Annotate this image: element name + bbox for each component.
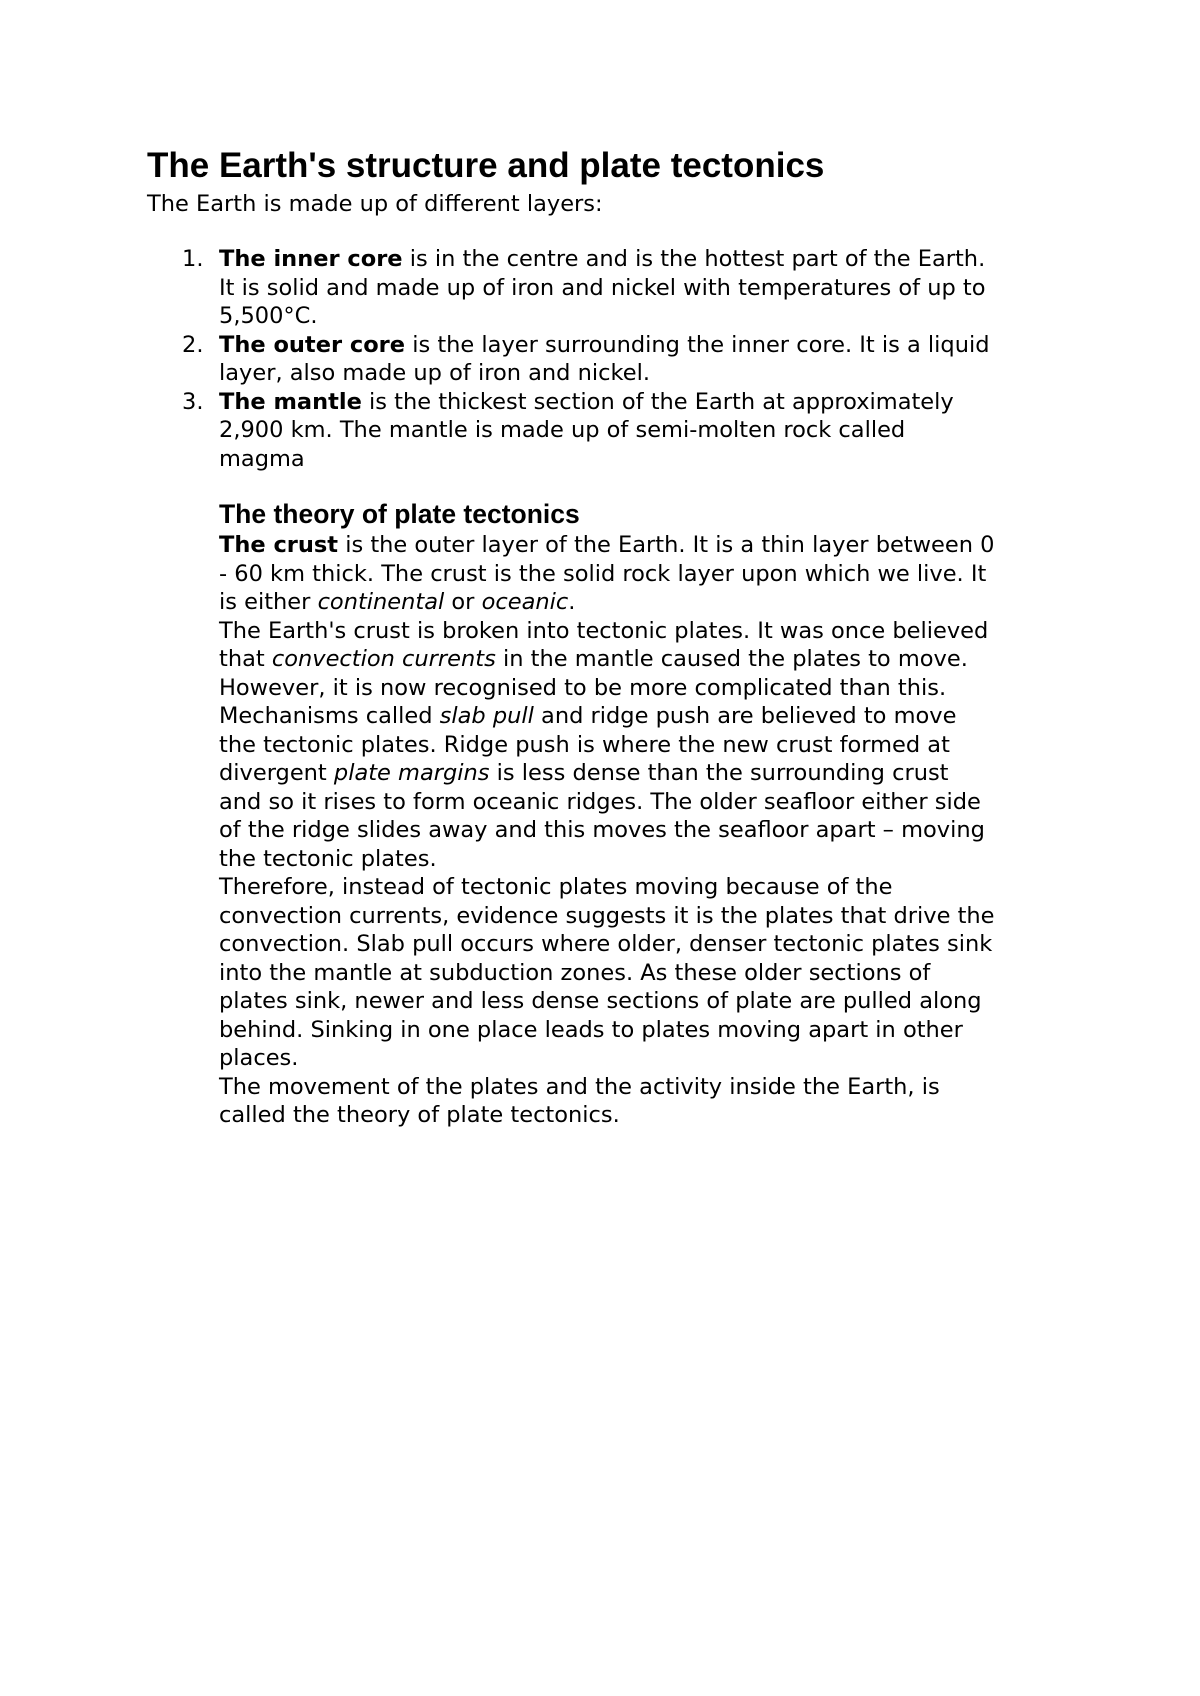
crust-paragraph bbox=[219, 531, 1099, 617]
paragraph-line: The Earth's crust is broken into tectonic plates. It was once believed bbox=[219, 617, 989, 644]
paragraph-line: the tectonic plates. bbox=[219, 845, 437, 872]
list-text: is the thickest section of the Earth at approximately bbox=[361, 388, 954, 415]
term-mantle: The mantle bbox=[219, 388, 362, 415]
paragraph-line: The movement of the plates and the activity inside the Earth, is bbox=[219, 1073, 940, 1100]
paragraph-text: or bbox=[444, 589, 482, 615]
paragraph-text: and ridge push are believed to move bbox=[533, 703, 957, 729]
list-line: layer, also made up of iron and nickel. bbox=[219, 360, 650, 386]
paragraph-line: called the theory of plate tectonics. bbox=[219, 1102, 620, 1128]
list-text: is in the centre and is the hottest part of the Earth. bbox=[402, 246, 986, 272]
paragraph-text: is either bbox=[219, 589, 318, 615]
paragraph-line bbox=[219, 759, 1099, 788]
list-number: 1. bbox=[182, 246, 204, 272]
term-continental: continental bbox=[317, 589, 445, 615]
section-heading: The theory of plate tectonics bbox=[219, 499, 580, 529]
paragraph-text: is less dense than the surrounding crust bbox=[489, 760, 949, 786]
paragraph-line: the tectonic plates. Ridge push is where the new crust formed at bbox=[219, 731, 950, 758]
list-line: 5,500°C. bbox=[219, 303, 318, 329]
paragraph-text: divergent bbox=[219, 760, 334, 786]
paragraph-line: However, it is now recognised to be more complicated than this. bbox=[219, 674, 947, 701]
paragraph-line bbox=[219, 588, 1099, 617]
list-number: 2. bbox=[182, 331, 204, 358]
paragraph-text: that bbox=[219, 646, 272, 672]
intro-text: The Earth is made up of different layers: bbox=[147, 191, 603, 217]
term-inner-core: The inner core bbox=[219, 246, 403, 272]
term-convection-currents: convection currents bbox=[271, 646, 496, 672]
list-line bbox=[219, 331, 1070, 360]
paragraph-line: into the mantle at subduction zones. As these older sections of bbox=[219, 959, 931, 986]
list-line: magma bbox=[219, 445, 305, 472]
paragraph-line: places. bbox=[219, 1045, 299, 1071]
page-title: The Earth's structure and plate tectonics bbox=[147, 146, 825, 185]
paragraph-line bbox=[219, 645, 1099, 674]
term-outer-core: The outer core bbox=[219, 331, 406, 358]
plate-tectonics-section bbox=[219, 497, 1099, 1130]
list-line bbox=[219, 388, 1070, 417]
paragraph-line: - 60 km thick. The crust is the solid rock layer upon which we live. It bbox=[219, 560, 987, 587]
paragraph-text: Mechanisms called bbox=[219, 703, 440, 729]
term-crust: The crust bbox=[219, 532, 339, 558]
paragraph-line: behind. Sinking in one place leads to plates moving apart in other bbox=[219, 1016, 963, 1043]
paragraph-line bbox=[219, 702, 1099, 731]
list-item-mantle bbox=[150, 388, 1070, 474]
paragraph-line: Therefore, instead of tectonic plates moving because of the bbox=[219, 874, 893, 900]
paragraph-text: is the outer layer of the Earth. It is a thin layer between 0 bbox=[338, 532, 995, 558]
paragraph-line: and so it rises to form oceanic ridges. The older seafloor either side bbox=[219, 788, 981, 815]
term-slab-pull: slab pull bbox=[439, 703, 534, 729]
list-line bbox=[219, 245, 1070, 274]
tectonic-plates-paragraph bbox=[219, 617, 1099, 874]
list-item-outer-core bbox=[150, 331, 1070, 388]
list-number: 3. bbox=[182, 388, 204, 415]
term-oceanic: oceanic bbox=[481, 589, 569, 615]
slab-pull-paragraph bbox=[219, 873, 1099, 1073]
list-text: is the layer surrounding the inner core. It is a liquid bbox=[405, 331, 990, 358]
list-line: It is solid and made up of iron and nickel with temperatures of up to bbox=[219, 274, 986, 301]
paragraph-line: of the ridge slides away and this moves the seafloor apart – moving bbox=[219, 817, 985, 843]
paragraph-text: in the mantle caused the plates to move. bbox=[495, 646, 968, 672]
paragraph-line bbox=[219, 531, 1099, 560]
conclusion-paragraph bbox=[219, 1073, 1099, 1130]
paragraph-text: . bbox=[568, 589, 576, 615]
list-item-inner-core bbox=[150, 245, 1070, 331]
term-plate-margins: plate margins bbox=[333, 760, 490, 786]
paragraph-line: convection currents, evidence suggests it is the plates that drive the bbox=[219, 902, 995, 929]
list-line: 2,900 km. The mantle is made up of semi-molten rock called bbox=[219, 417, 906, 443]
paragraph-line: convection. Slab pull occurs where older, denser tectonic plates sink bbox=[219, 931, 993, 957]
layers-list bbox=[150, 245, 1070, 473]
paragraph-line: plates sink, newer and less dense sections of plate are pulled along bbox=[219, 988, 982, 1014]
